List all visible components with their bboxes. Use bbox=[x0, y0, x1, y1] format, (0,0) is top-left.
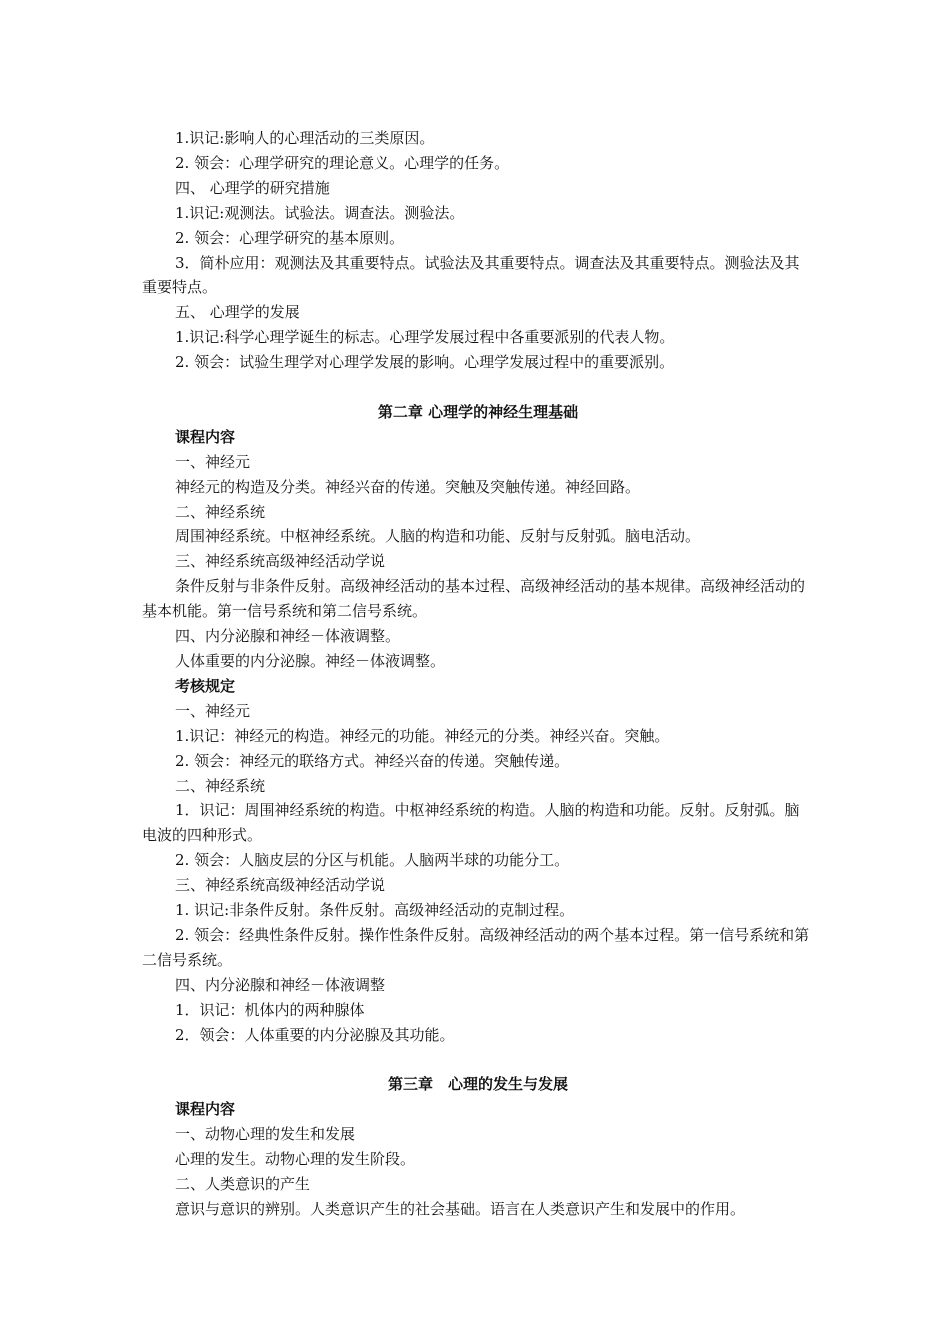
content-heading: 课程内容 bbox=[175, 427, 236, 446]
paragraph: 神经元的构造及分类。神经兴奋的传递。突触及突触传递。神经回路。 bbox=[175, 477, 641, 496]
section-heading: 四、内分泌腺和神经－体液调整 bbox=[175, 975, 386, 994]
paragraph: 1．识记：机体内的两种腺体 bbox=[175, 1000, 365, 1019]
paragraph: 2. 领会：心理学研究的基本原则。 bbox=[175, 228, 405, 247]
chapter-3 bbox=[142, 1072, 814, 1221]
document-page bbox=[142, 126, 814, 1222]
chapter-2 bbox=[142, 400, 814, 1048]
paragraph: 3．简朴应用：观测法及其重要特点。试验法及其重要特点。调查法及其重要特点。测验法及其重要特点。 bbox=[142, 253, 800, 297]
chapter-title: 第三章 心理的发生与发展 bbox=[387, 1075, 568, 1094]
section-heading: 一、动物心理的发生和发展 bbox=[175, 1125, 356, 1144]
paragraph: 2. 领会：人脑皮层的分区与机能。人脑两半球的功能分工。 bbox=[175, 851, 570, 870]
chapter-title: 第二章 心理学的神经生理基础 bbox=[377, 402, 579, 421]
section-heading: 二、人类意识的产生 bbox=[175, 1175, 311, 1194]
paragraph: 2. 领会：心理学研究的理论意义。心理学的任务。 bbox=[175, 153, 510, 172]
paragraph: 1.识记:科学心理学诞生的标志。心理学发展过程中各重要派别的代表人物。 bbox=[175, 328, 675, 347]
paragraph: 1. 识记:非条件反射。条件反射。高级神经活动的克制过程。 bbox=[175, 901, 575, 920]
section-heading: 四、内分泌腺和神经－体液调整。 bbox=[175, 627, 401, 646]
paragraph: 周围神经系统。中枢神经系统。人脑的构造和功能、反射与反射弧。脑电活动。 bbox=[175, 527, 701, 546]
section-heading: 五、 心理学的发展 bbox=[175, 303, 300, 322]
paragraph: 2. 领会：试验生理学对心理学发展的影响。心理学发展过程中的重要派别。 bbox=[175, 353, 675, 372]
section-heading: 二、神经系统 bbox=[175, 776, 266, 795]
paragraph: 条件反射与非条件反射。高级神经活动的基本过程、高级神经活动的基本规律。高级神经活动的基本机能。第一信号系统和第二信号系统。 bbox=[142, 577, 806, 621]
paragraph: 1.识记:影响人的心理活动的三类原因。 bbox=[175, 129, 435, 147]
paragraph: 2．领会：人体重要的内分泌腺及其功能。 bbox=[175, 1025, 455, 1044]
paragraph: 2. 领会：经典性条件反射。操作性条件反射。高级神经活动的两个基本过程。第一信号系统和第二信号系统。 bbox=[142, 925, 810, 969]
paragraph: 2. 领会：神经元的联络方式。神经兴奋的传递。突触传递。 bbox=[175, 751, 570, 770]
section-heading: 三、神经系统高级神经活动学说 bbox=[175, 552, 386, 571]
section-heading: 一、神经元 bbox=[175, 701, 251, 720]
content-heading: 课程内容 bbox=[175, 1100, 236, 1119]
paragraph: 意识与意识的辨别。人类意识产生的社会基础。语言在人类意识产生和发展中的作用。 bbox=[175, 1199, 746, 1218]
paragraph: 1.识记：神经元的构造。神经元的功能。神经元的分类。神经兴奋。突触。 bbox=[175, 726, 670, 745]
section-heading: 四、 心理学的研究措施 bbox=[175, 178, 330, 197]
paragraph: 1.识记:观测法。试验法。调查法。测验法。 bbox=[175, 203, 465, 222]
section-heading: 一、神经元 bbox=[175, 452, 251, 471]
paragraph: 1．识记：周围神经系统的构造。中枢神经系统的构造。人脑的构造和功能。反射。反射弧。脑电波的四种形式。 bbox=[142, 801, 800, 845]
paragraph: 人体重要的内分泌腺。神经－体液调整。 bbox=[175, 652, 446, 671]
section-heading: 二、神经系统 bbox=[175, 502, 266, 521]
paragraph: 心理的发生。动物心理的发生阶段。 bbox=[175, 1150, 416, 1169]
section-block-1 bbox=[142, 126, 814, 375]
section-heading: 三、神经系统高级神经活动学说 bbox=[175, 876, 386, 895]
exam-heading: 考核规定 bbox=[175, 676, 236, 695]
